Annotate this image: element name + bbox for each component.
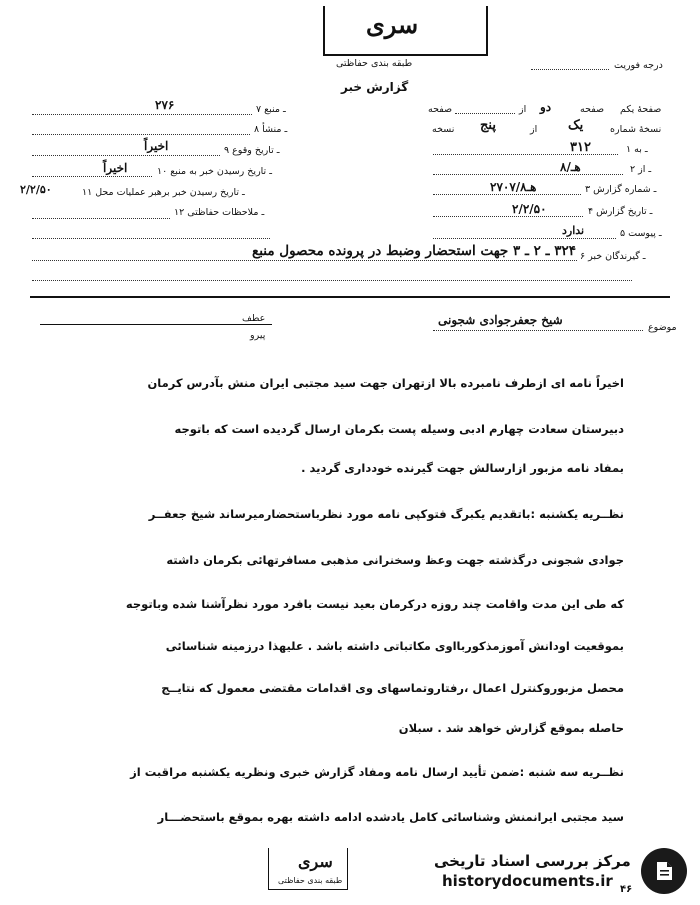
security-notes-label: ۱۲ ـ ملاحظات حفاظتی: [174, 207, 265, 218]
recipients-dots-2: [32, 280, 632, 281]
reference-sub: پیرو: [250, 330, 266, 341]
security-notes-dots-2: [32, 238, 270, 239]
to-dots: [433, 154, 618, 155]
attachment-value: ندارد: [562, 224, 585, 237]
page-total-dots: [455, 113, 515, 114]
report-date-label: ۴ ـ تاریخ گزارش: [588, 206, 653, 217]
source-label: ۷ ـ منبع: [256, 104, 286, 115]
subject-dots: [433, 330, 643, 331]
report-no-value: ۲۷۰۷/۸هـ: [490, 180, 537, 194]
copy-of: از: [530, 124, 538, 135]
security-notes-dots: [32, 218, 170, 219]
footer-stamp-caption: طبقه بندی حفاظتی: [278, 876, 343, 885]
page-value: دو: [540, 100, 552, 114]
copy-unit: نسخه: [432, 124, 455, 135]
reference-label: عطف: [242, 313, 266, 324]
reference-line: [40, 324, 272, 325]
body-line: جوادی شجونی درگذشته جهت وعظ وسخنرانی مذهبی مسافرتهائی بکرمان داشته: [166, 553, 624, 567]
urgency-label: درجه فوریت: [614, 60, 663, 71]
recipients-value: ۳۲۴ ـ ۲ ـ ۳ جهت استحضار وضبط در پرونده محصول منبع: [252, 243, 576, 259]
body-line: بموقعیت اودانش آموزمذکوربااوی مکاتباتی داشته باشد . علیهذا درزمینه شناسائی: [165, 639, 624, 653]
body-line: دبیرستان سعادت چهارم ادبی وسیله پست بکرمان ارسال گردیده است که باتوجه: [174, 422, 624, 436]
footer-stamp: سری: [298, 852, 333, 871]
to-label: ۱ ـ به: [626, 144, 648, 155]
copy-value: یک: [568, 118, 584, 133]
from-value: ۸/هـ: [560, 160, 581, 174]
copy-total: پنج: [480, 118, 496, 133]
origin-dots: [32, 134, 250, 135]
received-source-label: ۱۰ ـ تاریخ رسیدن خبر به منبع: [157, 166, 272, 177]
body-line: سید مجتبی ایرانمنش وشناسائی کامل یادشده ادامه داشته بهره بموقع باستحضـــار: [157, 810, 624, 824]
source-value: ۲۷۶: [155, 98, 175, 112]
urgency-dots: [531, 60, 609, 70]
page-total-unit: صفحه: [428, 104, 453, 115]
report-title: گزارش خبر: [341, 80, 409, 94]
report-no-dots: [433, 194, 581, 195]
brand-logo-icon: [641, 848, 687, 894]
section-divider: [30, 296, 670, 298]
copy-label: نسخهٔ شماره: [610, 124, 662, 135]
page-of: از: [519, 104, 527, 115]
received-source-dots: [32, 176, 152, 177]
received-source-value: اخیراً: [103, 161, 128, 175]
report-date-value: ۲/۲/۵۰: [512, 202, 547, 216]
attachment-dots: [433, 238, 616, 239]
received-ops-value: ۲/۲/۵۰: [20, 183, 52, 196]
from-label: ۲ ـ از: [630, 164, 652, 175]
subject-label: موضوع: [648, 322, 677, 333]
report-no-label: ۳ ـ شماره گزارش: [585, 184, 657, 195]
body-line: بمفاد نامه مزبور ازارسالش جهت گیرنده خودداری گردید .: [301, 461, 624, 475]
event-date-dots: [32, 155, 220, 156]
document-icon: [649, 856, 679, 886]
recipients-label: ۶ ـ گیرندگان خبر: [580, 251, 646, 262]
received-ops-label: ۱۱ ـ تاریخ رسیدن خبر برهبر عملیات محل: [82, 187, 245, 198]
subject-value: شیخ جعفرجوادی شجونی: [438, 313, 563, 327]
brand-name: مرکز بررسی اسناد تاریخی: [434, 852, 631, 870]
body-line: که طی این مدت واقامت چند روزه درکرمان بعید نیست بافرد مورد نظرآشنا شده وباتوجه: [125, 597, 624, 611]
page-label: صفحهٔ یکم: [620, 104, 662, 115]
classification-stamp: سری: [366, 10, 419, 39]
classification-caption: طبقه بندی حفاظتی: [336, 58, 413, 69]
body-line: نظــریه یکشنبه :باتقدیم یکبرگ فتوکپی نامه مورد نظرباستحضارمیرساند شیخ جعفــر: [148, 507, 624, 521]
body-line: حاصله بموقع گزارش خواهد شد . سبلان: [398, 721, 624, 735]
brand-url: historydocuments.ir: [442, 872, 613, 890]
event-date-label: ۹ ـ تاریخ وقوع: [224, 145, 280, 156]
source-dots: [32, 114, 252, 115]
page-number: ۴۶: [620, 884, 633, 895]
page-unit: صفحه: [580, 104, 605, 115]
to-value: ۳۱۲: [570, 140, 591, 155]
report-date-dots: [433, 216, 583, 217]
from-dots: [433, 174, 623, 175]
body-line: محصل مزبوروکنترل اعمال ،رفتاروتماسهای وی اقدامات مقتضی معمول که نتایــج: [161, 681, 624, 695]
body-line: اخیراً نامه ای ازطرف نامبرده بالا ازتهران جهت سید مجتبی ایران منش بآدرس کرمان: [147, 376, 624, 390]
body-line: نظــریه سه شنبه :ضمن تأیید ارسال نامه ومفاد گزارش خبری ونظریه یکشنبه مراقبت از: [130, 765, 624, 779]
attachment-label: ۵ ـ پیوست: [620, 228, 662, 239]
event-date-value: اخیراً: [144, 139, 169, 153]
recipients-dots: [32, 260, 577, 261]
origin-label: ۸ ـ منشأ: [254, 124, 288, 135]
